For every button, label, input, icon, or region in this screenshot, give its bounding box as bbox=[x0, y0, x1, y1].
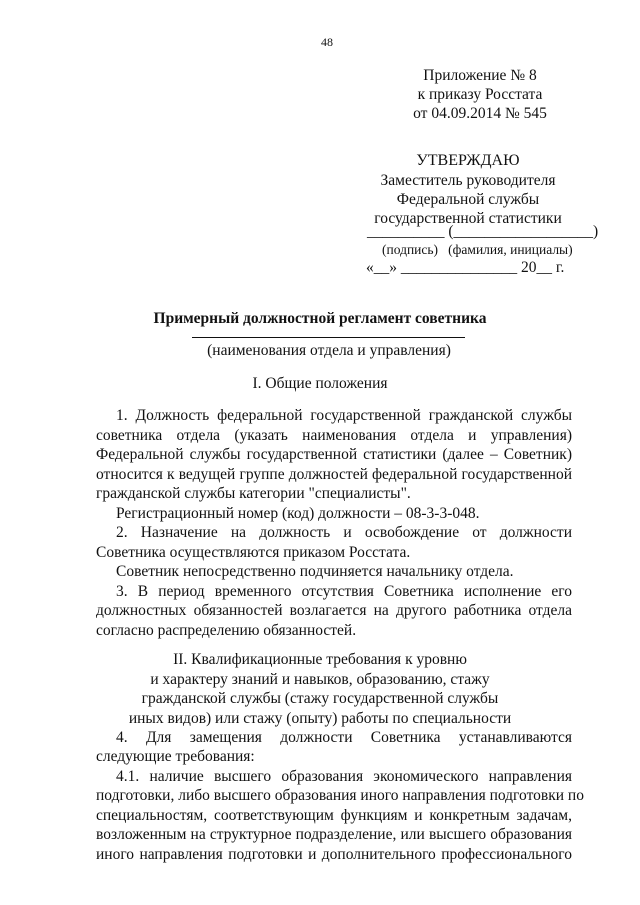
text-line: должностных обязанностей возлагается на другого работника отдела bbox=[96, 602, 572, 619]
text-line: подготовки, либо высшего образования иного направления подготовки по bbox=[96, 787, 584, 804]
document-title: Примерный должностной регламент советника bbox=[153, 310, 487, 327]
text-line: 3. В период временного отсутствия Советника исполнение его bbox=[116, 582, 572, 600]
text-line: гражданской службы категории "специалисты". bbox=[96, 485, 411, 502]
document-subtitle: (наименования отдела и управления) bbox=[207, 342, 451, 359]
registration-number: Регистрационный номер (код) должности – 08-3-3-048. bbox=[116, 504, 480, 522]
text-line: возложенным на структурное подразделение, или высшего образования bbox=[96, 826, 572, 843]
section1-heading: I. Общие положения bbox=[252, 375, 388, 392]
subordination-text: Советник непосредственно подчиняется начальнику отдела. bbox=[116, 563, 514, 580]
approval-line: Федеральной службы bbox=[396, 191, 540, 208]
appendix-line: от 04.09.2014 № 545 bbox=[413, 105, 547, 122]
appendix-line: к приказу Росстата bbox=[417, 86, 543, 103]
date-line: «__» _______________ 20__ г. bbox=[366, 259, 565, 276]
text-line: Советника осуществляются приказом Росстата. bbox=[96, 543, 411, 561]
text-line: согласно распределению обязанностей. bbox=[96, 621, 357, 639]
heading-line: II. Квалификационные требования к уровню bbox=[173, 651, 467, 668]
approval-heading: УТВЕРЖДАЮ bbox=[416, 152, 520, 169]
heading-line: иных видов) или стажу (опыту) работы по специальности bbox=[128, 709, 512, 727]
text-line: 4.1. наличие высшего образования экономического направления bbox=[116, 767, 572, 785]
text-line: следующие требования: bbox=[96, 748, 255, 765]
text-line: 1. Должность федеральной государственной гражданской службы bbox=[116, 407, 572, 424]
signature-line: __________ (__________________) bbox=[367, 223, 599, 240]
text-line: относится к ведущей группе должностей федеральной государственной bbox=[96, 465, 572, 483]
text-line: иного направления подготовки и дополнительного профессионального bbox=[96, 845, 572, 863]
approval-line: государственной статистики bbox=[374, 210, 562, 227]
text-line: специальностям, соответствующим функциям и конкретным задачам, bbox=[96, 806, 572, 824]
text-line: 4. Для замещения должности Советника устанавливаются bbox=[116, 728, 572, 746]
approval-line: Заместитель руководителя bbox=[380, 172, 556, 189]
heading-line: гражданской службы (стажу государственной службы bbox=[141, 690, 499, 707]
text-line: Федеральной службы государственной статистики (далее – Советник) bbox=[96, 446, 572, 463]
page-number: 48 bbox=[321, 35, 333, 49]
text-line: советника отдела (указать наименования отдела и управления) bbox=[96, 426, 572, 444]
heading-line: и характеру знаний и навыков, образованию, стажу bbox=[150, 670, 490, 688]
appendix-line: Приложение № 8 bbox=[423, 67, 537, 84]
department-underline bbox=[192, 337, 465, 338]
signature-caption: (подпись) (фамилия, инициалы) bbox=[382, 242, 573, 257]
text-line: 2. Назначение на должность и освобождение от должности bbox=[116, 524, 572, 541]
